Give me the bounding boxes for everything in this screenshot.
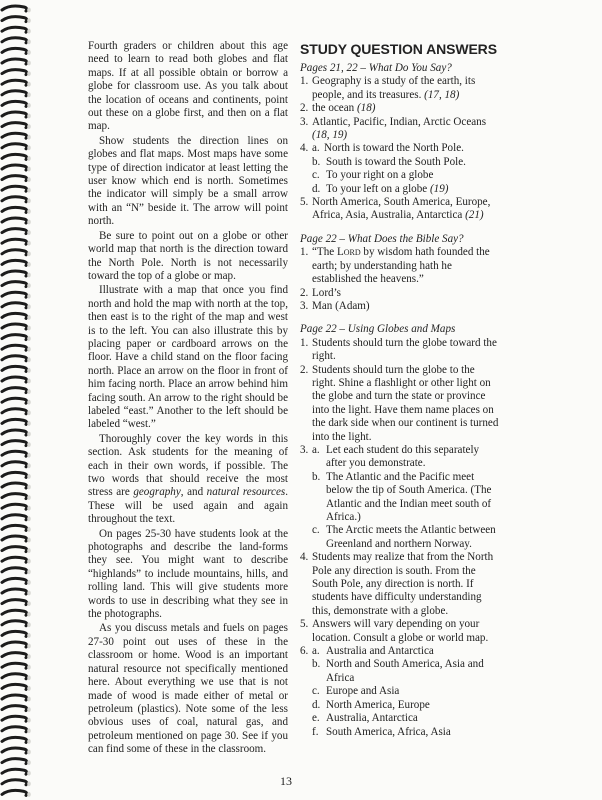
- spiral-coil: [2, 716, 31, 722]
- spiral-coil: [2, 186, 31, 192]
- section-heading-what-do-you-say: Pages 21, 22 – What Do You Say?: [300, 62, 452, 74]
- answer-list-what-do-you-say: [300, 75, 500, 222]
- spiral-coil: [2, 631, 31, 637]
- spiral-coil: [2, 154, 31, 160]
- answer-item: a. 3. Let each student do this separately after you demonstrate. b. The Atlantic and the Pacific meet below the tip of South America. (The Atlantic and the Indian meet south of Africa.) c. The Arctic meets the Atlantic between Greenland and northern Norway.: [300, 444, 500, 551]
- section-heading-globes-maps: Page 22 – Using Globes and Maps: [300, 323, 456, 336]
- answer-item: 1. “The Lord by wisdom hath founded the earth; by understanding hath he established the heavens.”: [300, 246, 500, 286]
- spiral-coil: [2, 6, 31, 12]
- answers-title: STUDY QUESTION ANSWERS: [300, 41, 497, 57]
- spiral-coil: [2, 737, 31, 743]
- answer-item: 5. Answers will vary depending on your location. Consult a globe or world map.: [300, 618, 500, 645]
- answer-item: 3. Atlantic, Pacific, Indian, Arctic Oceans (18, 19): [300, 116, 500, 143]
- spiral-coil: [2, 621, 31, 627]
- spiral-coil: [2, 282, 31, 288]
- spiral-coil: [2, 70, 31, 76]
- spiral-coil: [2, 48, 31, 54]
- spiral-coil: [2, 610, 31, 616]
- spiral-coil: [2, 600, 31, 606]
- answer-list-globes-maps: [300, 337, 500, 739]
- paragraph-2: Show students the direction lines on globes and flat maps. Most maps have some type of direction indicator at least letting the user know which end is north. Sometimes the indicator will simply be a small arrow with an “N” beside it. The arrow will point north.: [88, 134, 288, 228]
- spiral-coil: [2, 17, 31, 23]
- spiral-coil: [2, 366, 31, 372]
- spiral-coil: [2, 663, 31, 669]
- spiral-binding: [0, 0, 40, 800]
- spiral-coil: [2, 398, 31, 404]
- spiral-coil: [2, 59, 31, 65]
- answer-item: 4. Students may realize that from the North Pole any direction is south. From the South Pole, any direction is north. If students have difficulty understanding this, demonstrate with a globe.: [300, 551, 500, 618]
- answer-item: 1. Geography is a study of the earth, its people, and its treasures. (17, 18): [300, 75, 500, 102]
- paragraph-3: Be sure to point out on a globe or other world map that north is the direction toward the North Pole. North is not necessarily toward the top of a globe or map.: [88, 229, 288, 282]
- spiral-coil: [2, 388, 31, 394]
- paragraph-6: On pages 25-30 have students look at the photographs and describe the land-forms they see. You might want to describe “highlands” to include mountains, hills, and rolling land. This will give students more words to use in describing what they see in the photographs.: [88, 527, 288, 621]
- spiral-coil: [2, 133, 31, 139]
- spiral-coil: [2, 229, 31, 235]
- spiral-coil: [2, 642, 31, 648]
- spiral-coil: [2, 504, 31, 510]
- paragraph-7: As you discuss metals and fuels on pages 27-30 point out uses of these in the classroom or home. Wood is an important natural resource not specifically mentioned here. About everything we use that is not made of wood is made either of metal or petroleum (plastics). Note some of the less obvious uses of coal, natural gas, and petroleum mentioned on page 30. See if you can find some of these in the classroom.: [88, 622, 288, 756]
- right-column: [300, 40, 500, 739]
- answer-item: a. 4. North is toward the North Pole. b. South is toward the South Pole. c. To your right on a globe d. To your left on a globe (19): [300, 142, 500, 196]
- spiral-coil: [2, 144, 31, 150]
- spiral-coil: [2, 568, 31, 574]
- spiral-coil: [2, 165, 31, 171]
- answer-item: a. 6. Australia and Antarctica b. North and South America, Asia and Africa c. Europe and Asia d. North America, Europe e. Australia, Antarctica f. South America, Africa, Asia: [300, 645, 500, 739]
- spiral-coil: [2, 38, 31, 44]
- paragraph-1: Fourth graders or children about this age need to learn to read both globes and flat maps. If at all possible obtain or borrow a globe for classroom use. As you talk about the location of oceans and continents, point out these on a globe first, and then on a flat map.: [88, 40, 288, 133]
- answer-item: 2. Lord’s: [300, 287, 500, 300]
- answer-item: 5. North America, South America, Europe, Africa, Asia, Australia, Antarctica (21): [300, 196, 500, 223]
- spiral-coil: [2, 250, 31, 256]
- page-number: 13: [280, 774, 292, 788]
- spiral-coil: [2, 292, 31, 298]
- spiral-coil: [2, 674, 31, 680]
- spiral-coil: [2, 769, 31, 775]
- answer-list-bible: [300, 246, 500, 313]
- spiral-coil: [2, 313, 31, 319]
- answer-item: 1. Students should turn the globe toward the right.: [300, 337, 500, 364]
- spiral-coil: [2, 80, 31, 86]
- section-heading-bible: Page 22 – What Does the Bible Say?: [300, 232, 464, 245]
- spiral-coil: [2, 176, 31, 182]
- spiral-coil: [2, 748, 31, 754]
- paragraph-4: Illustrate with a map that once you find north and hold the map with north at the top, then east is to the right of the map and west is to the left. You can also illustrate this by placing paper or cardboard arrows on the floor. Have a child stand on the floor facing north. Place an arrow on the floor in front of him facing north. Place an arrow behind him facing south. An arrow to the right should be labeled “east.” Another to the left should be labeled “west.”: [88, 284, 288, 431]
- spiral-coil: [2, 578, 31, 584]
- spiral-coil: [2, 345, 31, 351]
- spiral-coil: [2, 197, 31, 203]
- spiral-coil: [2, 430, 31, 436]
- spiral-coil: [2, 589, 31, 595]
- spiral-coil: [2, 536, 31, 542]
- spiral-coil: [2, 525, 31, 531]
- spiral-coil: [2, 409, 31, 415]
- spiral-coil: [2, 101, 31, 107]
- spiral-coil: [2, 260, 31, 266]
- paragraph-5: Thoroughly cover the key words in this section. Ask students for the meaning of each in their own words, if possible. The two words that should receive the most stress are geography, and natural resources. These will be used again and again throughout the text.: [88, 432, 288, 526]
- spiral-coil: [2, 271, 31, 277]
- spiral-coil: [2, 335, 31, 341]
- answer-item: 2. the ocean (18): [300, 102, 500, 115]
- key-word-natural-resources: natural resources: [206, 486, 286, 499]
- spiral-coil: [2, 759, 31, 765]
- spiral-coil: [2, 780, 31, 786]
- spiral-coil: [2, 324, 31, 330]
- spiral-coil: [2, 356, 31, 362]
- spiral-coil: [2, 27, 31, 33]
- spiral-coil: [2, 790, 31, 796]
- spiral-coil: [2, 653, 31, 659]
- spiral-coil: [2, 419, 31, 425]
- spiral-coil: [2, 451, 31, 457]
- left-column: [88, 40, 288, 758]
- spiral-coil: [2, 483, 31, 489]
- spiral-coil: [2, 472, 31, 478]
- spiral-coil: [2, 123, 31, 129]
- spiral-coil: [2, 557, 31, 563]
- spiral-coil: [2, 207, 31, 213]
- spiral-coil: [2, 695, 31, 701]
- spiral-coil: [2, 218, 31, 224]
- spiral-coil: [2, 727, 31, 733]
- spiral-coil: [2, 494, 31, 500]
- spiral-coil: [2, 462, 31, 468]
- spiral-coil: [2, 303, 31, 309]
- spiral-coil: [2, 377, 31, 383]
- spiral-coil: [2, 441, 31, 447]
- spiral-coil: [2, 547, 31, 553]
- spiral-coil: [2, 112, 31, 118]
- answer-item: 3. Man (Adam): [300, 300, 500, 313]
- key-word-geography: geography: [133, 486, 181, 499]
- spiral-coil: [2, 706, 31, 712]
- spiral-coil: [2, 684, 31, 690]
- spiral-coil: [2, 239, 31, 245]
- spiral-coil: [2, 91, 31, 97]
- spiral-coil: [2, 515, 31, 521]
- answer-item: 2. Students should turn the globe to the right. Shine a flashlight or other light on the globe and turn the state or province into the light. Have them name places on the dark side when our continent is turned into the light.: [300, 364, 500, 444]
